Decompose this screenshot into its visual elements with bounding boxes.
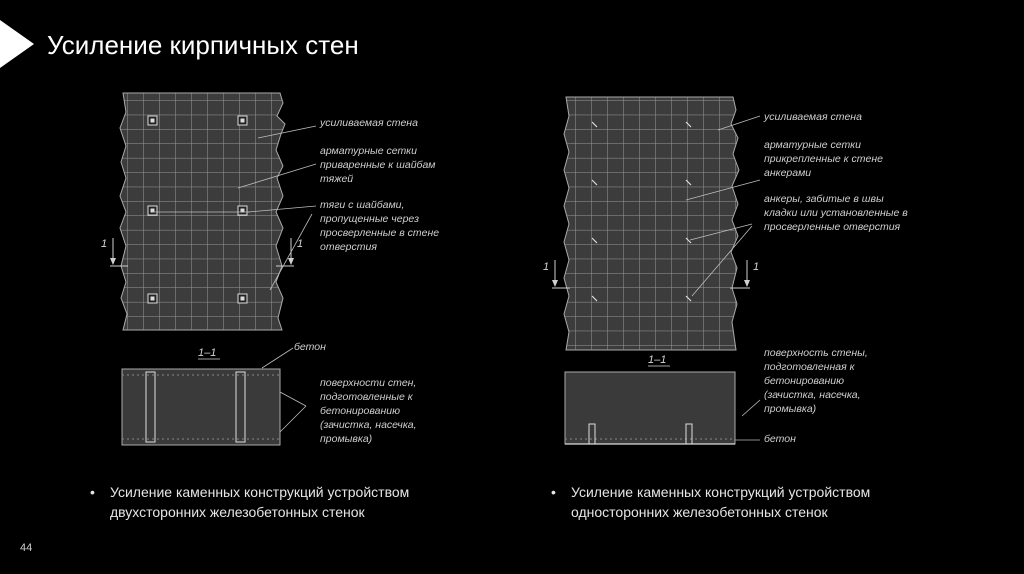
right-label-surf-1: поверхность стены, [764,347,868,359]
left-label-surf-1: поверхности стен, [320,377,417,389]
right-label-surf-3: бетонированию [764,375,844,387]
left-section-number-b: 1 [297,238,304,250]
left-label-rods-4: отверстия [320,241,377,253]
left-section-number-a: 1 [101,238,108,250]
bullet-right-line-1: Усиление каменных конструкций устройством [571,484,871,500]
left-label-wall: усиливаемая стена [320,117,418,129]
left-label-mesh-1: арматурные сетки [320,145,417,157]
left-label-mesh-3: тяжей [320,173,354,185]
page-number: 44 [20,542,33,554]
right-label-surf-5: промывка) [764,403,817,415]
left-label-surf-5: промывка) [320,433,373,445]
bullet-right [551,482,871,522]
tie-washer [238,116,247,125]
bullet-left-line-1: Усиление каменных конструкций устройством [110,484,410,500]
right-section-profile [565,372,735,444]
right-label-mesh-1: арматурные сетки [764,139,861,151]
left-label-mesh-2: приваренные к шайбам [320,159,436,171]
bullet-left [90,482,410,522]
right-section-number-b: 1 [753,261,760,273]
right-section-number-a: 1 [543,261,550,273]
right-label-mesh-3: анкерами [764,167,812,179]
left-label-surf-2: подготовленные к [320,391,413,403]
right-label-surf-4: (зачистка, насечка, [764,389,861,401]
left-label-rods-2: пропущенные через [320,213,420,225]
bullet-left-line-2: двухсторонних железобетонных стенок [110,504,365,520]
left-section-title: 1–1 [198,347,217,359]
tie-washer [148,294,157,303]
tie-washer [238,206,247,215]
right-section-title: 1–1 [648,354,667,366]
tie-washer [148,206,157,215]
left-label-concrete: бетон [294,341,326,353]
left-label-rods-3: просверленные в стене [320,227,440,239]
slide-title: Усиление кирпичных стен [47,30,359,60]
left-label-surf-4: (зачистка, насечка, [320,419,417,431]
tie-washer [148,116,157,125]
right-label-surf-2: подготовленная к [764,361,855,373]
right-label-anchor-3: просверленные отверстия [764,221,901,233]
left-label-surf-3: бетонированию [320,405,400,417]
left-wall-elevation [120,93,285,330]
right-wall-elevation [564,97,739,350]
left-label-rods-1: тяги с шайбами, [320,199,405,211]
right-label-concrete: бетон [764,433,796,445]
left-section-profile [122,369,280,445]
right-label-anchor-2: кладки или установленные в [764,207,908,219]
right-label-anchor-1: анкеры, забитые в швы [764,193,884,205]
bullet-right-line-2: односторонних железобетонных стенок [571,504,828,520]
bullet-marker: • [90,484,95,500]
right-label-wall: усиливаемая стена [764,111,862,123]
bullet-marker: • [551,484,556,500]
right-label-mesh-2: прикрепленные к стене [764,153,884,165]
tie-washer [238,294,247,303]
